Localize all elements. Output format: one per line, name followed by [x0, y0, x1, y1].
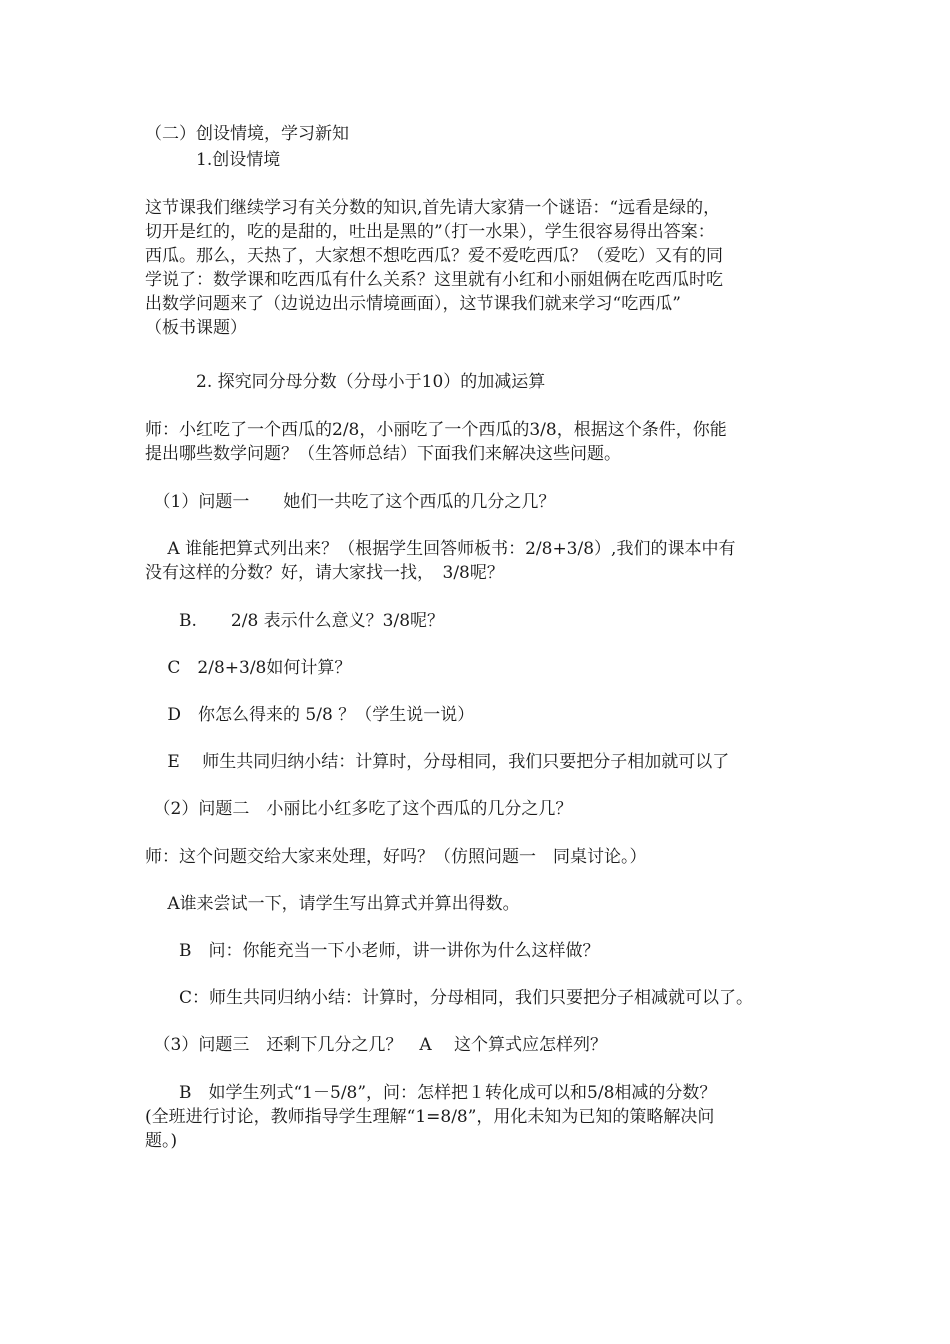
subheading-create-situation: 1.创设情境	[145, 150, 281, 170]
item-b: B 问：你能充当一下小老师，讲一讲你为什么这样做？	[145, 941, 600, 961]
paragraph-line: 切开是红的，吃的是甜的，吐出是黑的”（打一水果），学生很容易得出答案：	[145, 222, 715, 242]
section-heading: （二）创设情境，学习新知	[145, 124, 349, 144]
paragraph-line: B 如学生列式“1－5/8”，问：怎样把１转化成可以和5/8相减的分数？	[145, 1083, 717, 1103]
item-c: C 2/8+3/8如何计算？	[145, 658, 352, 678]
paragraph-line: 出数学问题来了（边说边出示情境画面），这节课我们就来学习“吃西瓜”	[145, 294, 681, 314]
paragraph-line: 没有这样的分数？好，请大家找一找， 3/8呢？	[145, 563, 504, 583]
item-a: A谁来尝试一下，请学生写出算式并算出得数。	[145, 894, 520, 914]
paragraph-line: (全班进行讨论，教师指导学生理解“1=8/8”，用化未知为已知的策略解决问	[145, 1107, 715, 1127]
question-one: （1）问题一 她们一共吃了这个西瓜的几分之几？	[145, 492, 556, 512]
paragraph-line: （板书课题）	[145, 318, 247, 338]
paragraph-line: 学说了：数学课和吃西瓜有什么关系？这里就有小红和小丽姐俩在吃西瓜时吃	[145, 270, 723, 290]
paragraph-line: 提出哪些数学问题？（生答师总结）下面我们来解决这些问题。	[145, 444, 621, 464]
paragraph-line: 这节课我们继续学习有关分数的知识,首先请大家猜一个谜语：“远看是绿的，	[145, 198, 721, 218]
paragraph-line: A 谁能把算式列出来？（根据学生回答师板书：2/8+3/8）,我们的课本中有	[145, 539, 736, 559]
paragraph-line: 西瓜。那么，天热了，大家想不想吃西瓜？爱不爱吃西瓜？（爱吃）又有的同	[145, 246, 723, 266]
paragraph-line: 题。)	[145, 1131, 178, 1151]
item-e: E 师生共同归纳小结：计算时，分母相同，我们只要把分子相加就可以了	[145, 752, 730, 772]
item-b: B. 2/8 表示什么意义？3/8呢？	[145, 611, 445, 631]
item-c: C：师生共同归纳小结：计算时，分母相同，我们只要把分子相减就可以了。	[145, 988, 754, 1008]
subheading-explore: 2. 探究同分母分数（分母小于10）的加减运算	[145, 372, 546, 392]
question-two: （2）问题二 小丽比小红多吃了这个西瓜的几分之几？	[145, 799, 573, 819]
question-three: （3）问题三 还剩下几分之几？ A 这个算式应怎样列？	[145, 1035, 607, 1055]
item-d: D 你怎么得来的 5/8 ？（学生说一说）	[145, 705, 475, 725]
paragraph-line: 师：这个问题交给大家来处理，好吗？（仿照问题一 同桌讨论。）	[145, 847, 647, 867]
paragraph-line: 师：小红吃了一个西瓜的2/8，小丽吃了一个西瓜的3/8，根据这个条件，你能	[145, 420, 727, 440]
